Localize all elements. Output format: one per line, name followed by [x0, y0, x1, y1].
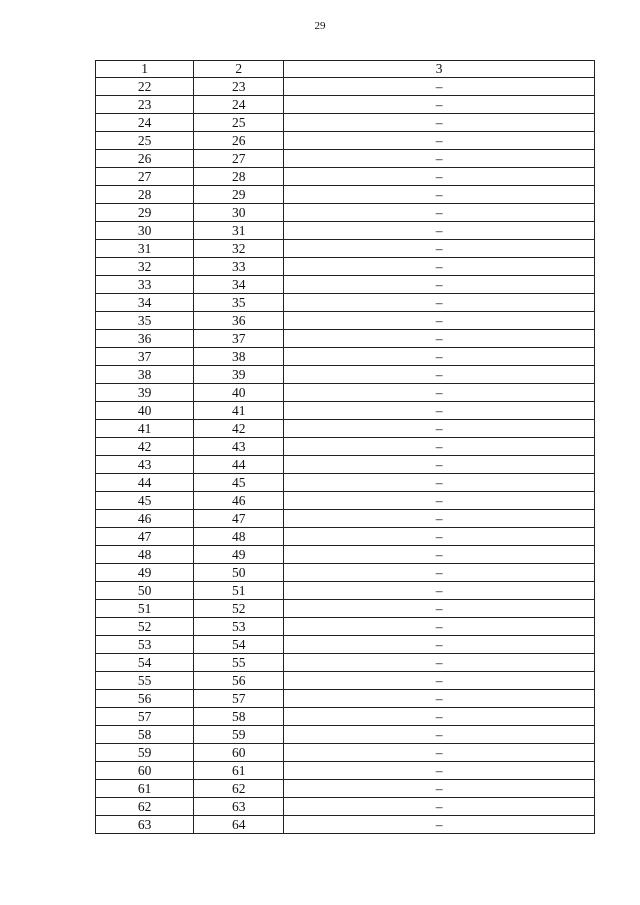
table-cell: 56 — [194, 672, 284, 690]
table-cell: 28 — [194, 168, 284, 186]
table-cell: 55 — [194, 654, 284, 672]
table-row — [96, 798, 595, 816]
table-row — [96, 384, 595, 402]
table-row — [96, 456, 595, 474]
table-row — [96, 816, 595, 834]
table-cell: – — [284, 384, 595, 402]
table-cell: 27 — [96, 168, 194, 186]
table-cell: – — [284, 492, 595, 510]
table-cell: – — [284, 78, 595, 96]
table-cell: 29 — [96, 204, 194, 222]
table-cell: – — [284, 348, 595, 366]
table-cell: – — [284, 582, 595, 600]
table-cell: 60 — [194, 744, 284, 762]
table-cell: – — [284, 528, 595, 546]
table-cell: 36 — [96, 330, 194, 348]
table-row — [96, 546, 595, 564]
table-cell: 46 — [194, 492, 284, 510]
table-row — [96, 96, 595, 114]
table-cell: – — [284, 402, 595, 420]
table-cell: 39 — [194, 366, 284, 384]
column-header: 3 — [284, 61, 595, 78]
table-cell: 44 — [96, 474, 194, 492]
table-cell: 31 — [96, 240, 194, 258]
table-cell: – — [284, 96, 595, 114]
table-row — [96, 582, 595, 600]
table-row — [96, 366, 595, 384]
table-cell: 37 — [96, 348, 194, 366]
table-cell: 27 — [194, 150, 284, 168]
table-cell: 39 — [96, 384, 194, 402]
table-cell: – — [284, 150, 595, 168]
table-cell: 62 — [96, 798, 194, 816]
table-cell: 48 — [96, 546, 194, 564]
table-cell: – — [284, 366, 595, 384]
table-cell: – — [284, 294, 595, 312]
table-cell: 64 — [194, 816, 284, 834]
table-cell: – — [284, 780, 595, 798]
table-cell: 63 — [194, 798, 284, 816]
table-cell: 32 — [194, 240, 284, 258]
table-row — [96, 330, 595, 348]
table-cell: – — [284, 474, 595, 492]
table-cell: – — [284, 312, 595, 330]
table-row — [96, 204, 595, 222]
table-cell: 43 — [194, 438, 284, 456]
table-cell: 53 — [96, 636, 194, 654]
table-cell: 49 — [194, 546, 284, 564]
table-cell: 36 — [194, 312, 284, 330]
table-cell: 26 — [194, 132, 284, 150]
table-row — [96, 348, 595, 366]
table-row — [96, 492, 595, 510]
table-row — [96, 564, 595, 582]
table-cell: 35 — [194, 294, 284, 312]
table-cell: – — [284, 240, 595, 258]
table-cell: 47 — [96, 528, 194, 546]
table-row — [96, 186, 595, 204]
table-cell: – — [284, 654, 595, 672]
table-cell: – — [284, 672, 595, 690]
table-cell: 51 — [194, 582, 284, 600]
table-cell: 42 — [96, 438, 194, 456]
table-row — [96, 78, 595, 96]
table-cell: – — [284, 744, 595, 762]
table-cell: 24 — [194, 96, 284, 114]
table-cell: – — [284, 114, 595, 132]
table-cell: – — [284, 546, 595, 564]
table-cell: 52 — [194, 600, 284, 618]
table-cell: 30 — [194, 204, 284, 222]
table-cell: – — [284, 762, 595, 780]
table-row — [96, 402, 595, 420]
table-cell: 22 — [96, 78, 194, 96]
table-cell: 33 — [96, 276, 194, 294]
table-cell: 51 — [96, 600, 194, 618]
table-cell: – — [284, 132, 595, 150]
table-cell: 54 — [194, 636, 284, 654]
table-row — [96, 636, 595, 654]
table-cell: 41 — [96, 420, 194, 438]
table-cell: 55 — [96, 672, 194, 690]
table-row — [96, 744, 595, 762]
table-row — [96, 168, 595, 186]
table-cell: 57 — [96, 708, 194, 726]
table-cell: 59 — [194, 726, 284, 744]
table-row — [96, 312, 595, 330]
table-cell: 47 — [194, 510, 284, 528]
data-table — [95, 60, 595, 834]
table-cell: – — [284, 258, 595, 276]
table-cell: 50 — [96, 582, 194, 600]
table-cell: 23 — [96, 96, 194, 114]
table-row — [96, 258, 595, 276]
table-cell: 38 — [194, 348, 284, 366]
table-cell: 28 — [96, 186, 194, 204]
table-body — [96, 61, 595, 834]
table-cell: 52 — [96, 618, 194, 636]
table-row — [96, 654, 595, 672]
table-cell: – — [284, 708, 595, 726]
table-cell: – — [284, 204, 595, 222]
table-row — [96, 276, 595, 294]
table-row — [96, 474, 595, 492]
table-cell: 48 — [194, 528, 284, 546]
table-cell: 62 — [194, 780, 284, 798]
table-cell: 34 — [96, 294, 194, 312]
table-cell: – — [284, 510, 595, 528]
table-cell: – — [284, 330, 595, 348]
table-cell: 61 — [194, 762, 284, 780]
table-cell: 44 — [194, 456, 284, 474]
table-cell: 45 — [194, 474, 284, 492]
table-cell: 58 — [96, 726, 194, 744]
table-row — [96, 672, 595, 690]
table-row — [96, 510, 595, 528]
table-cell: 56 — [96, 690, 194, 708]
table-cell: 58 — [194, 708, 284, 726]
column-header: 2 — [194, 61, 284, 78]
table-row — [96, 726, 595, 744]
table-cell: 24 — [96, 114, 194, 132]
table-cell: 42 — [194, 420, 284, 438]
table-cell: 40 — [96, 402, 194, 420]
table-cell: – — [284, 816, 595, 834]
table-cell: 37 — [194, 330, 284, 348]
table-cell: 54 — [96, 654, 194, 672]
table-cell: 33 — [194, 258, 284, 276]
table-cell: 49 — [96, 564, 194, 582]
table-cell: 40 — [194, 384, 284, 402]
table-cell: 41 — [194, 402, 284, 420]
table-cell: – — [284, 456, 595, 474]
table-row — [96, 618, 595, 636]
column-header: 1 — [96, 61, 194, 78]
table-cell: 29 — [194, 186, 284, 204]
table-header-row — [96, 61, 595, 78]
table-cell: 26 — [96, 150, 194, 168]
table-cell: 53 — [194, 618, 284, 636]
table-cell: 45 — [96, 492, 194, 510]
table-row — [96, 150, 595, 168]
table-cell: 61 — [96, 780, 194, 798]
table-cell: 50 — [194, 564, 284, 582]
table-cell: – — [284, 276, 595, 294]
table-cell: 38 — [96, 366, 194, 384]
table-cell: – — [284, 564, 595, 582]
table-row — [96, 762, 595, 780]
table-cell: – — [284, 726, 595, 744]
table-cell: 25 — [96, 132, 194, 150]
table-cell: 59 — [96, 744, 194, 762]
table-row — [96, 222, 595, 240]
table-cell: 63 — [96, 816, 194, 834]
table-cell: 25 — [194, 114, 284, 132]
table-row — [96, 114, 595, 132]
table-cell: 46 — [96, 510, 194, 528]
table-cell: 30 — [96, 222, 194, 240]
table-row — [96, 294, 595, 312]
table-cell: 35 — [96, 312, 194, 330]
table-row — [96, 132, 595, 150]
table-cell: 23 — [194, 78, 284, 96]
table-cell: – — [284, 438, 595, 456]
table-cell: – — [284, 600, 595, 618]
page-number: 29 — [314, 20, 326, 32]
table-cell: – — [284, 798, 595, 816]
table-row — [96, 780, 595, 798]
table-cell: – — [284, 420, 595, 438]
table-row — [96, 240, 595, 258]
table-cell: – — [284, 636, 595, 654]
table-cell: – — [284, 186, 595, 204]
table-cell: – — [284, 168, 595, 186]
table-cell: – — [284, 222, 595, 240]
table-row — [96, 438, 595, 456]
table-cell: 60 — [96, 762, 194, 780]
table-row — [96, 528, 595, 546]
table-cell: 31 — [194, 222, 284, 240]
table-cell: 32 — [96, 258, 194, 276]
table-row — [96, 420, 595, 438]
table-cell: – — [284, 690, 595, 708]
table-cell: 34 — [194, 276, 284, 294]
table-cell: – — [284, 618, 595, 636]
table-cell: 43 — [96, 456, 194, 474]
table-row — [96, 708, 595, 726]
table-row — [96, 600, 595, 618]
table-cell: 57 — [194, 690, 284, 708]
table-row — [96, 690, 595, 708]
